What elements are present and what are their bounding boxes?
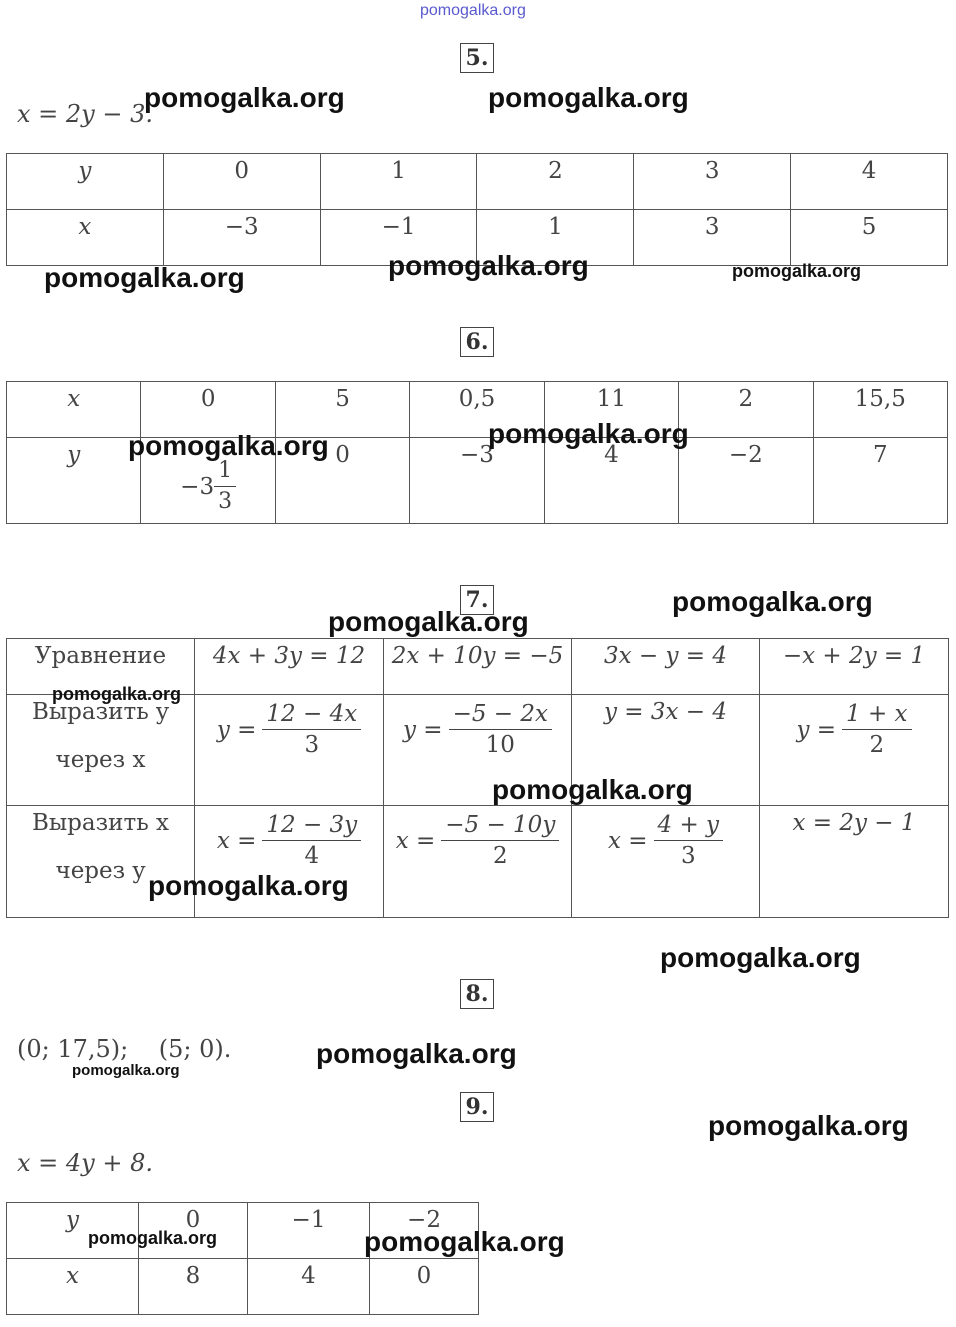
table-cell: y	[7, 154, 164, 210]
row-label: Выразить x	[31, 810, 170, 836]
table-cell: 11	[544, 382, 678, 438]
formula-lhs: y =	[216, 716, 257, 743]
fraction-numerator: 1 + x	[842, 699, 912, 730]
formula-lhs: x =	[216, 827, 257, 854]
task-number-6: 6.	[460, 327, 494, 357]
task-9-table	[6, 1202, 479, 1315]
table-cell: 2	[477, 154, 634, 210]
table-cell: 5	[791, 210, 948, 266]
table-cell: Уравнение	[7, 639, 195, 695]
table-cell: −x + 2y = 1	[760, 639, 949, 695]
watermark: pomogalka.org	[672, 586, 873, 617]
watermark: pomogalka.org	[128, 430, 329, 461]
table-cell: x = 2y − 1	[760, 806, 949, 918]
row-label: через y	[55, 858, 146, 884]
table-cell: 0	[139, 1203, 248, 1259]
table-cell: 0	[141, 382, 275, 438]
task-5-equation: x = 2y − 3.	[17, 100, 153, 128]
table-cell: y = 3x − 4	[572, 695, 760, 806]
watermark: pomogalka.org	[660, 942, 861, 973]
fraction-numerator: 4 + y	[654, 810, 724, 841]
table-cell: 4x + 3y = 12	[195, 639, 384, 695]
fraction-denominator: 2	[492, 843, 508, 869]
fraction-denominator: 2	[869, 732, 885, 758]
table-cell	[760, 695, 949, 806]
task-number-9: 9.	[460, 1092, 494, 1122]
fraction-numerator: −5 − 10y	[441, 810, 559, 841]
fraction-denominator: 3	[304, 732, 320, 758]
row-label: через x	[55, 747, 146, 773]
table-cell: 1	[477, 210, 634, 266]
watermark: pomogalka.org	[328, 606, 529, 637]
watermark: pomogalka.org	[52, 684, 182, 704]
watermark: pomogalka.org	[420, 2, 526, 19]
table-cell: 15,5	[813, 382, 947, 438]
table-cell: −3	[410, 438, 544, 524]
table-cell: 3	[634, 154, 791, 210]
table-cell: 4	[544, 438, 678, 524]
watermark: pomogalka.org	[316, 1038, 517, 1069]
formula-lhs: y =	[796, 716, 837, 743]
task-8-answer: (0; 17,5); (5; 0).	[17, 1035, 232, 1063]
table-cell: 0	[275, 438, 409, 524]
fraction-denominator: 3	[218, 489, 233, 514]
task-number-5: 5.	[460, 43, 494, 73]
watermark: pomogalka.org	[488, 418, 689, 449]
table-cell: −1	[248, 1203, 370, 1259]
fraction-numerator: 1	[214, 456, 236, 487]
table-cell: −1	[320, 210, 477, 266]
table-cell: −3	[163, 210, 320, 266]
table-row	[7, 695, 949, 806]
table-cell: 3	[634, 210, 791, 266]
watermark: pomogalka.org	[488, 82, 689, 113]
table-cell: 0	[163, 154, 320, 210]
fraction-denominator: 4	[304, 843, 320, 869]
watermark: pomogalka.org	[72, 1062, 180, 1079]
task-number-8: 8.	[460, 979, 494, 1009]
table-cell	[384, 806, 572, 918]
table-row	[7, 154, 948, 210]
table-cell: 0,5	[410, 382, 544, 438]
table-cell: 5	[275, 382, 409, 438]
watermark: pomogalka.org	[44, 262, 245, 293]
table-cell: 2x + 10y = −5	[384, 639, 572, 695]
watermark: pomogalka.org	[364, 1226, 565, 1257]
table-cell: 0	[370, 1259, 479, 1315]
table-cell: 7	[813, 438, 947, 524]
table-cell: −2	[679, 438, 813, 524]
formula-lhs: x =	[607, 827, 648, 854]
task-number-7: 7.	[460, 585, 494, 615]
watermark: pomogalka.org	[388, 250, 589, 281]
table-cell: 3x − y = 4	[572, 639, 760, 695]
watermark: pomogalka.org	[144, 82, 345, 113]
table-cell: 8	[139, 1259, 248, 1315]
watermark: pomogalka.org	[148, 870, 349, 901]
formula-lhs: y =	[403, 716, 443, 743]
fraction-numerator: −5 − 2x	[449, 699, 552, 730]
watermark: pomogalka.org	[88, 1228, 218, 1248]
table-row	[7, 1259, 479, 1315]
table-cell	[7, 695, 195, 806]
table-cell: y	[7, 438, 141, 524]
table-cell: x	[7, 1259, 139, 1315]
watermark: pomogalka.org	[492, 774, 693, 805]
task-9-equation: x = 4y + 8.	[17, 1149, 153, 1177]
table-cell: x	[7, 210, 164, 266]
table-cell: x	[7, 382, 141, 438]
watermark: pomogalka.org	[708, 1110, 909, 1141]
formula-lhs: x =	[395, 827, 436, 854]
mixed-number-whole: −3	[180, 473, 215, 500]
table-cell	[572, 806, 760, 918]
fraction-numerator: 12 − 4x	[262, 699, 361, 730]
table-cell	[195, 695, 384, 806]
fraction-denominator: 10	[485, 732, 515, 758]
watermark: pomogalka.org	[732, 261, 862, 281]
row-label: Выразить y	[31, 699, 170, 725]
fraction-denominator: 3	[680, 843, 696, 869]
table-cell: 4	[791, 154, 948, 210]
table-cell: 2	[679, 382, 813, 438]
table-cell: −2	[370, 1203, 479, 1259]
table-cell: y	[7, 1203, 139, 1259]
table-cell: 1	[320, 154, 477, 210]
fraction-numerator: 12 − 3y	[262, 810, 361, 841]
table-cell: 4	[248, 1259, 370, 1315]
